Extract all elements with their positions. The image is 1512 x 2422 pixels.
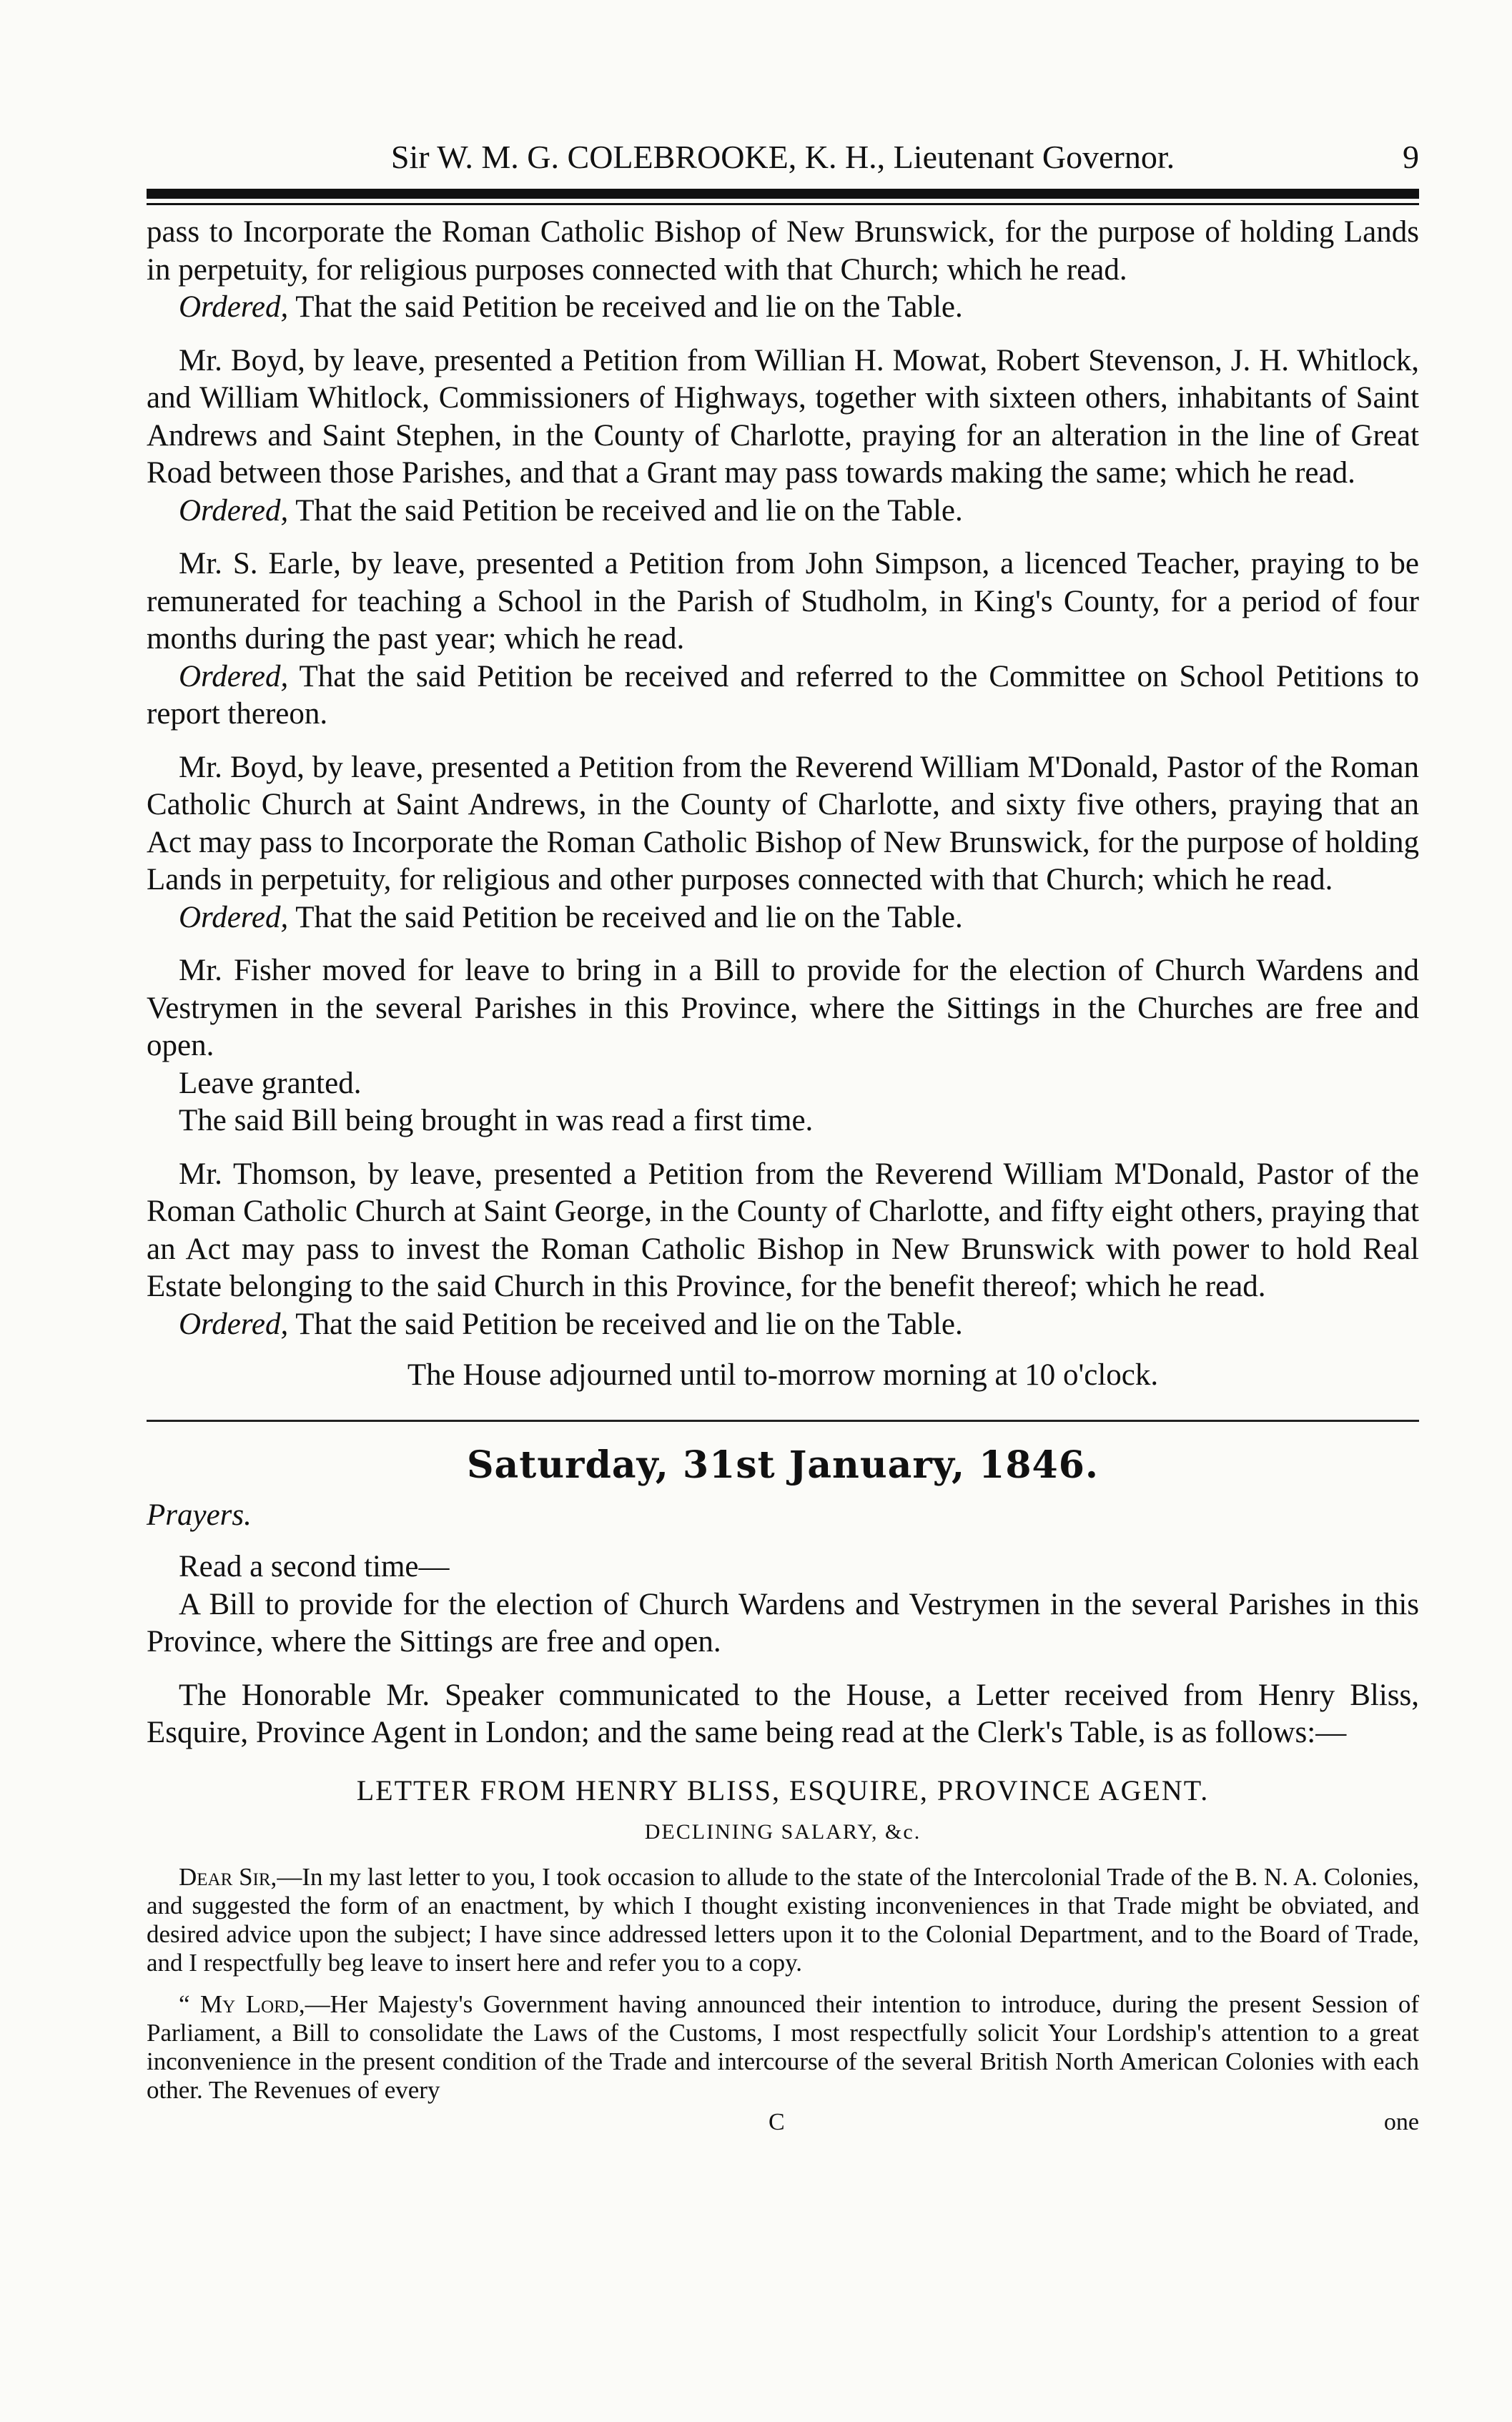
letter-body <box>147 1863 1419 2105</box>
paragraph: The said Bill being brought in was read a first time. <box>179 1104 814 1137</box>
paragraph: Mr. S. Earle, by leave, presented a Petition from John Simpson, a licenced Teacher, praying to be remunerated for teaching a School in the Parish of Studholm, in King's County, for a period of four months during the past year; which he read. <box>147 547 1419 656</box>
signature-mark: C <box>769 2108 785 2135</box>
document-page <box>147 129 1419 2143</box>
proceedings-bottom <box>147 1548 1419 1752</box>
paragraph: Mr. Boyd, by leave, presented a Petition from Willian H. Mowat, Robert Stevenson, J. H. Whitlock, and William Whitlock, Commissioners of Highways, together with sixteen others, inhabitants of Saint Andrews and Saint Stephen, in the County of Charlotte, praying for an alteration in the line of Great Road between those Parishes, and that a Grant may pass towards making the same; which he read. <box>147 343 1419 490</box>
prayers-line: Prayers. <box>147 1498 252 1532</box>
catchword: one <box>1383 2108 1419 2135</box>
proceedings-top <box>147 214 1419 1343</box>
header-rule-thin <box>147 203 1419 205</box>
date-heading: Saturday, 31st January, 1846. <box>466 1443 1099 1487</box>
ordered-line: Ordered, That the said Petition be received and lie on the Table. <box>179 1307 963 1341</box>
section-divider <box>147 1420 1419 1422</box>
letter-subheading: DECLINING SALARY, &c. <box>644 1819 921 1844</box>
paragraph: Leave granted. <box>179 1066 362 1100</box>
paragraph: Mr. Fisher moved for leave to bring in a Bill to provide for the election of Church Wardens and Vestrymen in the several Parishes in this Province, where the Sittings in the Churches are free and open. <box>147 954 1419 1062</box>
letter-paragraph: Dear Sir,—In my last letter to you, I took occasion to allude to the state of the Intercolonial Trade of the B. N. A. Colonies, and suggested the form of an enactment, by which I thought existing inconveniences in that Trade might be obviated, and desired advice upon the subject; I have since addressed letters upon it to the Colonial Department, and to the Board of Trade, and I respectfully beg leave to insert here and refer you to a copy. <box>147 1862 1419 1977</box>
header-rule-thick <box>147 189 1419 199</box>
paragraph: A Bill to provide for the election of Church Wardens and Vestrymen in the several Parishes in this Province, where the Sittings are free and open. <box>147 1587 1419 1659</box>
paragraph: Mr. Thomson, by leave, presented a Petition from the Reverend William M'Donald, Pastor of the Roman Catholic Church at Saint George, in the County of Charlotte, and fifty eight others, praying that an Act may pass to invest the Roman Catholic Bishop in New Brunswick with power to hold Real Estate belonging to the said Church in this Province, for the benefit thereof; which he read. <box>147 1157 1419 1303</box>
ordered-line: Ordered, That the said Petition be received and lie on the Table. <box>179 900 963 934</box>
ordered-line: Ordered, That the said Petition be received and lie on the Table. <box>179 290 963 324</box>
paragraph: Read a second time— <box>179 1550 450 1583</box>
header-title: Sir W. M. G. COLEBROOKE, K. H., Lieutenant Governor. <box>390 139 1175 175</box>
ordered-line: Ordered, That the said Petition be received and referred to the Committee on School Petitions to report thereon. <box>147 659 1419 731</box>
ordered-line: Ordered, That the said Petition be received and lie on the Table. <box>179 493 963 528</box>
letter-heading: LETTER FROM HENRY BLISS, ESQUIRE, PROVINCE AGENT. <box>356 1774 1210 1806</box>
paragraph: The Honorable Mr. Speaker communicated to the House, a Letter received from Henry Bliss, Esquire, Province Agent in London; and the same being read at the Clerk's Table, is as follows:— <box>147 1678 1419 1749</box>
page-number: 9 <box>1403 139 1419 175</box>
running-header <box>147 129 1419 186</box>
adjournment-line: The House adjourned until to-morrow morning at 10 o'clock. <box>407 1358 1159 1392</box>
paragraph: Mr. Boyd, by leave, presented a Petition from the Reverend William M'Donald, Pastor of the Roman Catholic Church at Saint Andrews, in the County of Charlotte, and sixty five others, praying that an Act may pass to Incorporate the Roman Catholic Bishop of New Brunswick, for the purpose of holding Lands in perpetuity, for religious and other purposes connected with that Church; which he read. <box>147 750 1419 896</box>
letter-paragraph: “ My Lord,—Her Majesty's Government having announced their intention to introduce, during the present Session of Parliament, a Bill to consolidate the Laws of the Customs, I most respectfully solicit Your Lordship's attention to a great inconvenience in the present condition of the Trade and intercourse of the several British North American Colonies with each other. The Revenues of every <box>147 1989 1419 2104</box>
page-footer <box>147 2109 1419 2143</box>
paragraph-continuation: pass to Incorporate the Roman Catholic Bishop of New Brunswick, for the purpose of holding Lands in perpetuity, for religious purposes connected with that Church; which he read. <box>147 215 1419 287</box>
